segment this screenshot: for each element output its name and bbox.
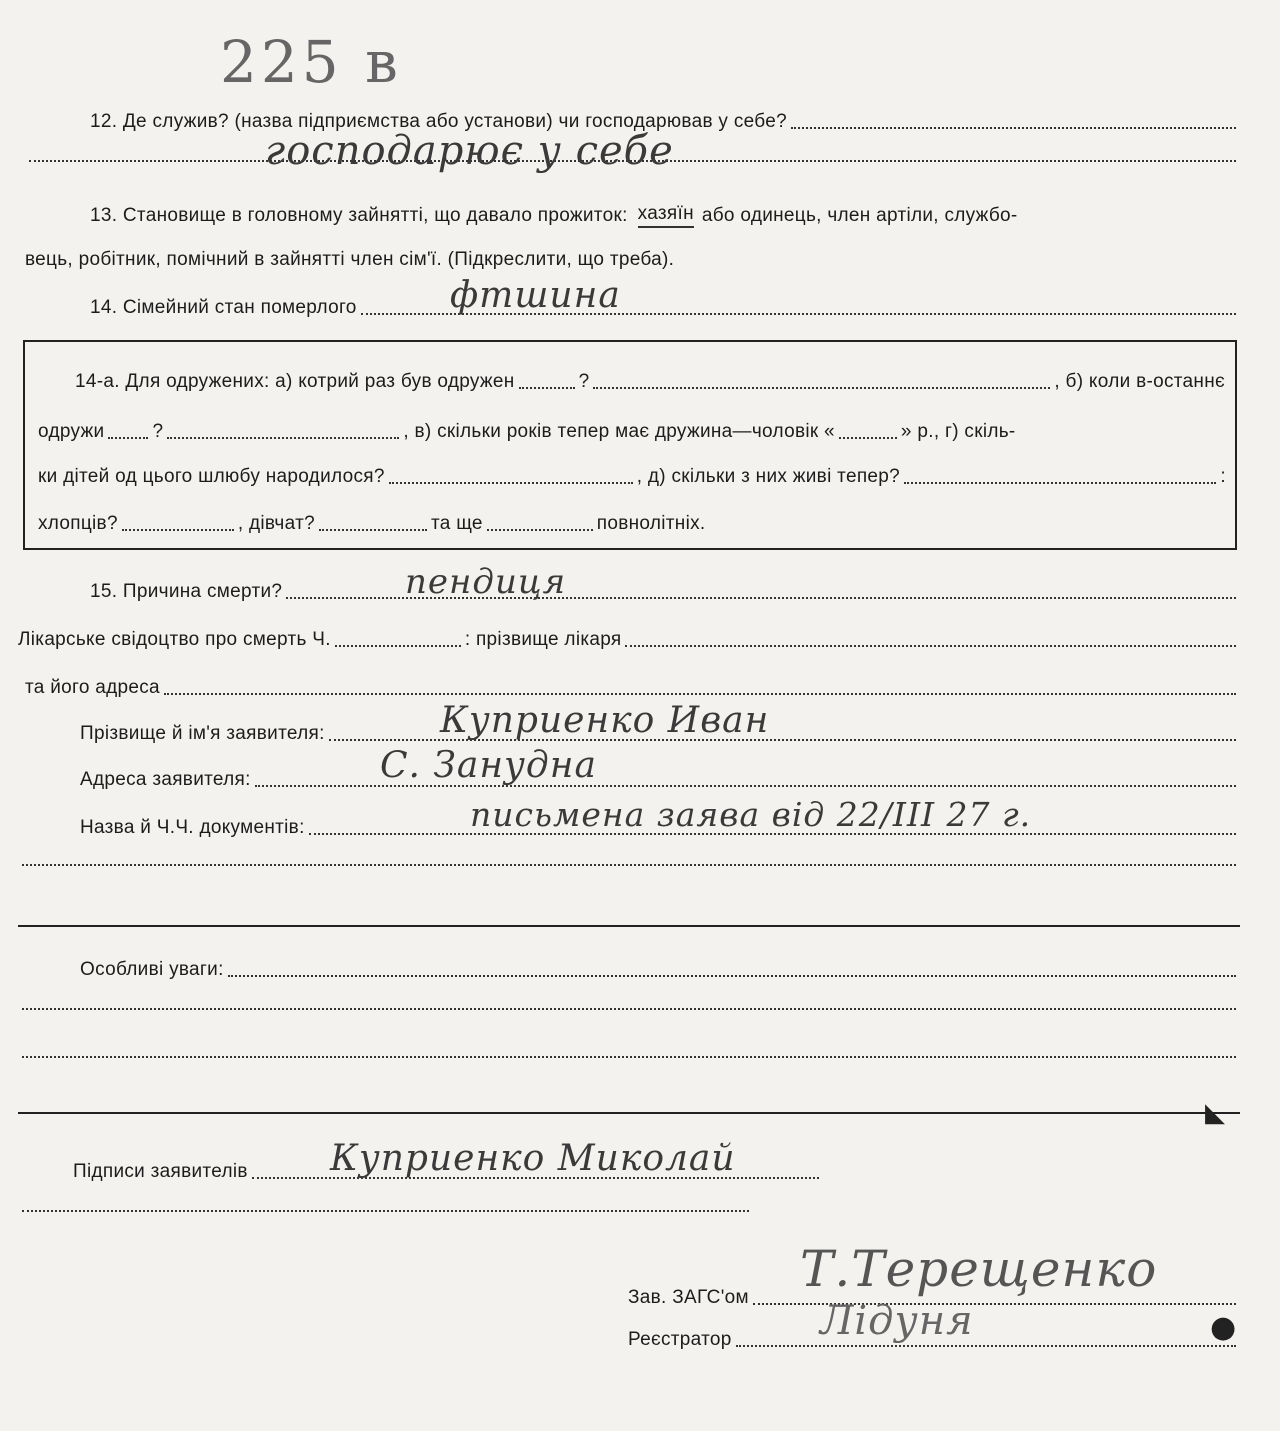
- q14a-label-j: та ще: [430, 513, 483, 534]
- q13-underlined-option: хазяїн: [638, 202, 694, 228]
- applicant-address-label: Адреса заявителя:: [80, 769, 251, 790]
- registrar-label: Реєстратор: [628, 1329, 732, 1350]
- q14a-label-e: » р., г) скіль-: [900, 421, 1016, 442]
- q14a-label-c: одружи: [38, 421, 105, 442]
- q13-row-2: [25, 248, 1240, 272]
- q14a-dots-5: [839, 437, 897, 439]
- section-rule-1: [18, 925, 1240, 927]
- applicants-signature: Куприенко Миколай: [330, 1138, 736, 1179]
- q12-answer: господарює у себе: [265, 128, 674, 174]
- q14a-dots-10: [487, 529, 593, 531]
- certificate-dots: [335, 645, 461, 647]
- q14-label: 14. Сімейний стан померлого: [90, 297, 357, 318]
- q13-label: 13. Становище в головному зайнятті, що давало прожиток:: [90, 205, 628, 226]
- section-rule-2: [18, 1112, 1240, 1114]
- q14a-label-g: , д) скільки з них живі тепер?: [636, 466, 901, 487]
- applicants-signature-label: Підписи заявителів: [73, 1161, 248, 1182]
- q14a-colon: :: [1220, 466, 1226, 487]
- q15-label: 15. Причина смерти?: [90, 581, 283, 602]
- q15-row: [90, 580, 1240, 604]
- q15-answer: пендиця: [405, 562, 567, 602]
- q13-options-cont: вець, робітник, помічний в зайнятті член сім'ї. (Підкреслити, що треба).: [25, 249, 675, 270]
- ink-mark-right: ◣: [1205, 1098, 1225, 1128]
- q14a-q2: ?: [152, 421, 164, 442]
- q14a-dots-2: [593, 387, 1050, 389]
- q14-row: [90, 296, 1240, 320]
- q14a-dots-7: [904, 482, 1216, 484]
- notes-dots: [228, 975, 1236, 977]
- head-signature-label: Зав. ЗАГС'ом: [628, 1287, 749, 1308]
- q14-answer: фтшина: [450, 275, 621, 316]
- q14a-dots-4: [167, 437, 399, 439]
- applicant-docs-label: Назва й Ч.Ч. документів:: [80, 817, 305, 838]
- q14a-label-i: , дівчат?: [237, 513, 315, 534]
- notes-row-3: [18, 1056, 1240, 1063]
- q14a-label-b: , б) коли в-останнє: [1054, 371, 1225, 392]
- notes-dots-2: [22, 1008, 1236, 1010]
- doctor-address-label: та його адреса: [25, 677, 160, 698]
- q14a-row-2: [38, 420, 1226, 444]
- q14a-label-k: повнолітніх.: [596, 513, 706, 534]
- q14a-dots-9: [319, 529, 427, 531]
- q14a-row-4: [38, 512, 838, 536]
- q14a-dots-1: [519, 387, 575, 389]
- applicant-docs-value: письмена заява від 22/ІІІ 27 г.: [470, 795, 1032, 834]
- applicant-address-row: [80, 768, 1240, 792]
- q14a-q1: ?: [578, 371, 590, 392]
- doctor-address-dots: [164, 693, 1236, 695]
- q12-dotted-line: [791, 127, 1236, 129]
- q14a-dots-3: [108, 437, 148, 439]
- q14a-dots-6: [389, 482, 633, 484]
- registrar-signature: Лідуня: [820, 1298, 974, 1344]
- certificate-label: Лікарське свідоцтво про смерть Ч.: [18, 629, 331, 650]
- record-number: 225 в: [220, 28, 402, 96]
- q14a-row-1: [75, 370, 1225, 394]
- head-signature: Т.Терещенко: [800, 1240, 1158, 1298]
- q14a-label-f: ки дітей од цього шлюбу народилося?: [38, 466, 385, 487]
- notes-row-2: [18, 1008, 1240, 1015]
- registrar-dots: [736, 1345, 1236, 1347]
- doctor-dots: [625, 645, 1236, 647]
- notes-dots-3: [22, 1056, 1236, 1058]
- applicants-signature-dots-2: [22, 1210, 749, 1212]
- notes-label: Особливі уваги:: [80, 959, 224, 980]
- q14a-label-h: хлопців?: [38, 513, 118, 534]
- applicant-name-value: Куприенко Иван: [440, 700, 770, 741]
- q14a-label-d: , в) скільки років тепер має дружина—чоловік «: [403, 421, 835, 442]
- certificate-row: [18, 628, 1240, 652]
- applicant-name-label: Прізвище й ім'я заявителя:: [80, 723, 325, 744]
- q14a-label-a: 14-а. Для одружених: а) котрий раз був одружен: [75, 371, 515, 392]
- q14a-dots-8: [122, 529, 234, 531]
- q14a-row-3: [38, 465, 1226, 489]
- applicants-signature-row-2: [18, 1210, 753, 1217]
- applicant-docs-dots-2: [22, 864, 1236, 866]
- applicant-address-value: С. Занудна: [380, 745, 597, 786]
- notes-row: [80, 958, 1240, 982]
- q13-options: або одинець, член артіли, службо-: [701, 205, 1018, 226]
- q12-label: 12. Де служив? (назва підприємства або установи) чи господарював у себе?: [90, 111, 787, 132]
- ink-mark-right-2: ●: [1210, 1310, 1237, 1345]
- applicant-docs-row-2: [18, 864, 1240, 871]
- q13-row-1: [90, 202, 1240, 228]
- doctor-address-row: [25, 676, 1240, 700]
- doctor-label: : прізвище лікаря: [464, 629, 622, 650]
